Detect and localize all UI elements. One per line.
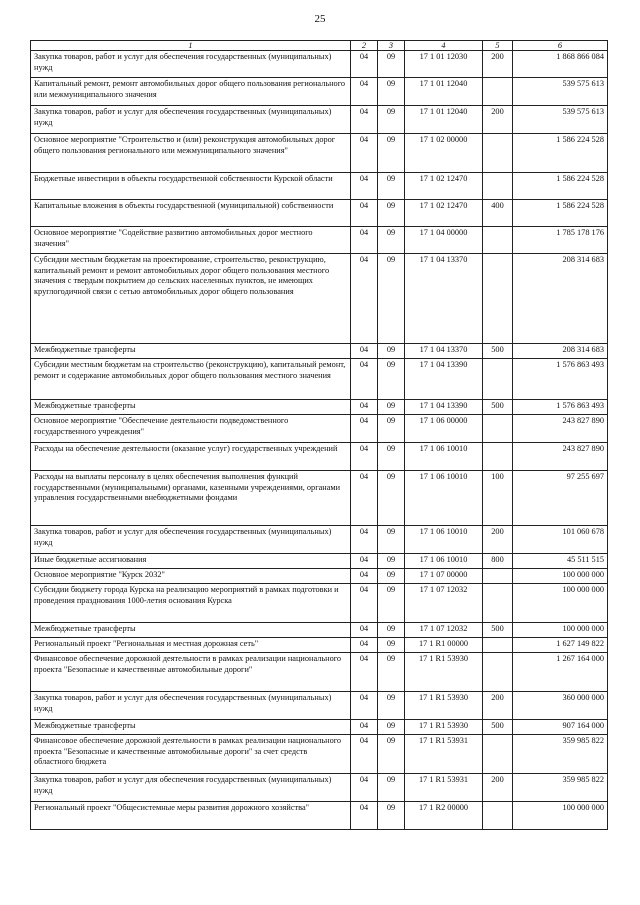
row-target-article: 17 1 06 00000 <box>405 415 483 443</box>
row-name: Иные бюджетные ассигнования <box>31 554 351 569</box>
table-row <box>31 254 608 344</box>
row-subsection: 09 <box>378 106 405 134</box>
row-subsection: 09 <box>378 720 405 735</box>
row-subsection: 09 <box>378 735 405 774</box>
row-name: Закупка товаров, работ и услуг для обеспечения государственных (муниципальных) нужд <box>31 51 351 78</box>
row-subsection: 09 <box>378 802 405 830</box>
row-amount: 360 000 000 <box>513 692 608 720</box>
row-subsection: 09 <box>378 584 405 623</box>
row-name: Закупка товаров, работ и услуг для обеспечения государственных (муниципальных) нужд <box>31 106 351 134</box>
row-amount: 97 255 697 <box>513 471 608 526</box>
row-target-article: 17 1 R2 00000 <box>405 802 483 830</box>
row-name: Субсидии местным бюджетам на проектирование, строительство, реконструкцию, капитальный ремонт и ремонт автомобильных дорог общего пользования местного значения с твердым покрытием до сельских населенных пунктов, не имеющих круглогодичной связи с сетью автомобильных дорог общего пользования <box>31 254 351 344</box>
table-row <box>31 802 608 830</box>
row-expense-type <box>483 638 513 653</box>
row-subsection: 09 <box>378 359 405 400</box>
row-name: Бюджетные инвестиции в объекты государственной собственности Курской области <box>31 173 351 200</box>
table-row <box>31 623 608 638</box>
row-subsection: 09 <box>378 569 405 584</box>
row-name: Субсидии местным бюджетам на строительство (реконструкцию), капитальный ремонт, ремонт и содержание автомобильных дорог общего пользования местного значения <box>31 359 351 400</box>
row-expense-type: 500 <box>483 344 513 359</box>
row-subsection: 09 <box>378 526 405 554</box>
row-section: 04 <box>351 569 378 584</box>
row-expense-type <box>483 443 513 471</box>
row-section: 04 <box>351 344 378 359</box>
row-target-article: 17 1 04 13390 <box>405 400 483 415</box>
row-section: 04 <box>351 443 378 471</box>
table-row <box>31 569 608 584</box>
row-name: Расходы на выплаты персоналу в целях обеспечения выполнения функций государственными (муниципальными) органами, казенными учреждениями, органами управления государственными внебюджетными фондами <box>31 471 351 526</box>
row-section: 04 <box>351 526 378 554</box>
table-row <box>31 554 608 569</box>
row-amount: 1 627 149 822 <box>513 638 608 653</box>
row-target-article: 17 1 01 12040 <box>405 106 483 134</box>
row-target-article: 17 1 R1 00000 <box>405 638 483 653</box>
header-col-3: 3 <box>378 41 405 51</box>
row-target-article: 17 1 06 10010 <box>405 443 483 471</box>
row-section: 04 <box>351 254 378 344</box>
row-expense-type <box>483 227 513 254</box>
row-section: 04 <box>351 774 378 802</box>
row-amount: 100 000 000 <box>513 802 608 830</box>
table-row <box>31 471 608 526</box>
table-row <box>31 106 608 134</box>
row-target-article: 17 1 06 10010 <box>405 554 483 569</box>
row-name: Основное мероприятие "Строительство и (или) реконструкция автомобильных дорог общего пользования регионального или межмуниципального значения" <box>31 134 351 173</box>
row-expense-type <box>483 173 513 200</box>
row-subsection: 09 <box>378 400 405 415</box>
row-name: Расходы на обеспечение деятельности (оказание услуг) государственных учреждений <box>31 443 351 471</box>
row-expense-type <box>483 802 513 830</box>
page-number: 25 <box>314 13 326 25</box>
row-target-article: 17 1 R1 53931 <box>405 774 483 802</box>
row-expense-type: 500 <box>483 623 513 638</box>
row-amount: 1 785 178 176 <box>513 227 608 254</box>
table-row <box>31 692 608 720</box>
row-target-article: 17 1 07 00000 <box>405 569 483 584</box>
row-section: 04 <box>351 623 378 638</box>
row-expense-type <box>483 359 513 400</box>
row-subsection: 09 <box>378 78 405 106</box>
row-amount: 539 575 613 <box>513 78 608 106</box>
row-target-article: 17 1 07 12032 <box>405 623 483 638</box>
table-row <box>31 638 608 653</box>
row-name: Основное мероприятие "Курск 2032" <box>31 569 351 584</box>
row-section: 04 <box>351 359 378 400</box>
table-row <box>31 51 608 78</box>
table-row <box>31 735 608 774</box>
row-subsection: 09 <box>378 173 405 200</box>
row-section: 04 <box>351 173 378 200</box>
row-expense-type <box>483 254 513 344</box>
row-section: 04 <box>351 802 378 830</box>
table-row <box>31 344 608 359</box>
row-expense-type: 200 <box>483 774 513 802</box>
row-section: 04 <box>351 51 378 78</box>
row-name: Региональный проект "Общесистемные меры развития дорожного хозяйства" <box>31 802 351 830</box>
header-col-1: 1 <box>31 41 351 51</box>
row-target-article: 17 1 R1 53930 <box>405 692 483 720</box>
row-section: 04 <box>351 106 378 134</box>
row-name: Основное мероприятие "Обеспечение деятельности подведомственного государственного учреждения" <box>31 415 351 443</box>
row-subsection: 09 <box>378 344 405 359</box>
row-section: 04 <box>351 200 378 227</box>
row-expense-type: 800 <box>483 554 513 569</box>
row-subsection: 09 <box>378 443 405 471</box>
table-row <box>31 78 608 106</box>
row-target-article: 17 1 06 10010 <box>405 471 483 526</box>
row-name: Региональный проект "Региональная и местная дорожная сеть" <box>31 638 351 653</box>
row-amount: 539 575 613 <box>513 106 608 134</box>
row-name: Закупка товаров, работ и услуг для обеспечения государственных (муниципальных) нужд <box>31 692 351 720</box>
row-subsection: 09 <box>378 692 405 720</box>
table-row <box>31 526 608 554</box>
row-target-article: 17 1 01 12030 <box>405 51 483 78</box>
row-expense-type: 500 <box>483 720 513 735</box>
row-amount: 1 576 863 493 <box>513 359 608 400</box>
row-section: 04 <box>351 735 378 774</box>
row-section: 04 <box>351 415 378 443</box>
row-target-article: 17 1 07 12032 <box>405 584 483 623</box>
row-amount: 243 827 890 <box>513 415 608 443</box>
row-target-article: 17 1 01 12040 <box>405 78 483 106</box>
table-row <box>31 227 608 254</box>
table-row <box>31 415 608 443</box>
row-expense-type: 100 <box>483 471 513 526</box>
table-row <box>31 134 608 173</box>
row-amount: 1 586 224 528 <box>513 200 608 227</box>
row-name: Закупка товаров, работ и услуг для обеспечения государственных (муниципальных) нужд <box>31 774 351 802</box>
row-amount: 907 164 000 <box>513 720 608 735</box>
row-name: Финансовое обеспечение дорожной деятельности в рамках реализации национального проекта "Безопасные и качественные автомобильные дороги" <box>31 653 351 692</box>
row-expense-type: 400 <box>483 200 513 227</box>
row-target-article: 17 1 R1 53930 <box>405 720 483 735</box>
row-amount: 100 000 000 <box>513 623 608 638</box>
row-target-article: 17 1 04 00000 <box>405 227 483 254</box>
table-row <box>31 173 608 200</box>
row-subsection: 09 <box>378 774 405 802</box>
row-expense-type: 500 <box>483 400 513 415</box>
row-section: 04 <box>351 227 378 254</box>
row-amount: 359 985 822 <box>513 774 608 802</box>
row-expense-type: 200 <box>483 106 513 134</box>
row-expense-type: 200 <box>483 526 513 554</box>
row-name: Закупка товаров, работ и услуг для обеспечения государственных (муниципальных) нужд <box>31 526 351 554</box>
row-target-article: 17 1 04 13370 <box>405 344 483 359</box>
table-row <box>31 443 608 471</box>
table-row <box>31 774 608 802</box>
row-expense-type <box>483 653 513 692</box>
header-col-5: 5 <box>483 41 513 51</box>
row-name: Капитальные вложения в объекты государственной (муниципальной) собственности <box>31 200 351 227</box>
row-subsection: 09 <box>378 51 405 78</box>
header-col-2: 2 <box>351 41 378 51</box>
row-amount: 101 060 678 <box>513 526 608 554</box>
header-col-6: 6 <box>513 41 608 51</box>
row-section: 04 <box>351 554 378 569</box>
row-subsection: 09 <box>378 653 405 692</box>
row-section: 04 <box>351 471 378 526</box>
row-section: 04 <box>351 584 378 623</box>
row-target-article: 17 1 02 12470 <box>405 200 483 227</box>
row-section: 04 <box>351 134 378 173</box>
row-target-article: 17 1 06 10010 <box>405 526 483 554</box>
row-amount: 100 000 000 <box>513 569 608 584</box>
table-row <box>31 584 608 623</box>
row-expense-type <box>483 735 513 774</box>
row-name: Межбюджетные трансферты <box>31 720 351 735</box>
row-amount: 208 314 683 <box>513 254 608 344</box>
row-target-article: 17 1 04 13390 <box>405 359 483 400</box>
row-section: 04 <box>351 720 378 735</box>
row-subsection: 09 <box>378 623 405 638</box>
row-expense-type: 200 <box>483 692 513 720</box>
row-expense-type <box>483 134 513 173</box>
row-expense-type <box>483 78 513 106</box>
row-section: 04 <box>351 638 378 653</box>
table-row <box>31 200 608 227</box>
table-header-row <box>31 41 608 51</box>
row-subsection: 09 <box>378 227 405 254</box>
row-name: Основное мероприятие "Содействие развитию автомобильных дорог местного значения" <box>31 227 351 254</box>
header-col-4: 4 <box>405 41 483 51</box>
row-expense-type <box>483 584 513 623</box>
row-subsection: 09 <box>378 638 405 653</box>
row-section: 04 <box>351 78 378 106</box>
row-amount: 243 827 890 <box>513 443 608 471</box>
row-subsection: 09 <box>378 200 405 227</box>
row-target-article: 17 1 04 13370 <box>405 254 483 344</box>
table-row <box>31 653 608 692</box>
row-name: Субсидии бюджету города Курска на реализацию мероприятий в рамках подготовки и проведения празднования 1000-летия основания Курска <box>31 584 351 623</box>
row-amount: 359 985 822 <box>513 735 608 774</box>
row-subsection: 09 <box>378 471 405 526</box>
row-target-article: 17 1 02 12470 <box>405 173 483 200</box>
row-target-article: 17 1 R1 53930 <box>405 653 483 692</box>
budget-table <box>30 40 608 830</box>
row-section: 04 <box>351 400 378 415</box>
row-section: 04 <box>351 692 378 720</box>
row-subsection: 09 <box>378 254 405 344</box>
row-amount: 1 868 866 084 <box>513 51 608 78</box>
row-section: 04 <box>351 653 378 692</box>
row-subsection: 09 <box>378 134 405 173</box>
row-amount: 100 000 000 <box>513 584 608 623</box>
row-subsection: 09 <box>378 415 405 443</box>
row-expense-type <box>483 569 513 584</box>
row-subsection: 09 <box>378 554 405 569</box>
row-expense-type: 200 <box>483 51 513 78</box>
row-target-article: 17 1 R1 53931 <box>405 735 483 774</box>
row-name: Межбюджетные трансферты <box>31 344 351 359</box>
row-amount: 208 314 683 <box>513 344 608 359</box>
table-row <box>31 720 608 735</box>
table-row <box>31 400 608 415</box>
row-name: Финансовое обеспечение дорожной деятельности в рамках реализации национального проекта "Безопасные и качественные автомобильные дороги" за счет средств областного бюджета <box>31 735 351 774</box>
row-amount: 1 576 863 493 <box>513 400 608 415</box>
row-amount: 1 586 224 528 <box>513 173 608 200</box>
table-row <box>31 359 608 400</box>
row-name: Капитальный ремонт, ремонт автомобильных дорог общего пользования регионального или межмуниципального значения <box>31 78 351 106</box>
row-expense-type <box>483 415 513 443</box>
row-name: Межбюджетные трансферты <box>31 400 351 415</box>
row-name: Межбюджетные трансферты <box>31 623 351 638</box>
row-amount: 1 267 164 000 <box>513 653 608 692</box>
row-amount: 1 586 224 528 <box>513 134 608 173</box>
row-target-article: 17 1 02 00000 <box>405 134 483 173</box>
row-amount: 45 511 515 <box>513 554 608 569</box>
